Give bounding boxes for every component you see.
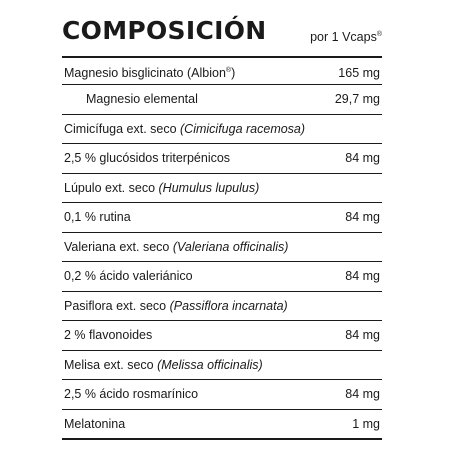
ingredient-amount: 165 mg (338, 66, 380, 80)
ingredient-label (64, 181, 259, 195)
latin-name: (Humulus lupulus) (158, 180, 260, 195)
page-title: COMPOSICIÓN (62, 16, 267, 45)
ingredient-label (64, 417, 125, 431)
table-row (62, 292, 382, 322)
ingredient-amount: 84 mg (345, 387, 380, 401)
serving-size (310, 30, 382, 44)
ingredient-label (64, 210, 131, 224)
ingredient-amount: 84 mg (345, 210, 380, 224)
table-row (62, 351, 382, 381)
ingredient-label (64, 151, 230, 165)
ingredient-label (64, 387, 198, 401)
ingredient-label (64, 328, 152, 342)
latin-name: (Valeriana officinalis) (172, 239, 289, 254)
ingredient-name: 2 % flavonoides (64, 328, 153, 342)
registered-mark: ® (225, 66, 232, 74)
latin-name: (Melissa officinalis) (157, 357, 263, 372)
ingredient-label (64, 122, 305, 136)
table-row (62, 58, 382, 85)
ingredient-label (64, 299, 288, 313)
table-row (62, 85, 382, 115)
ingredient-name: 2,5 % ácido rosmarínico (64, 387, 199, 401)
ingredient-amount: 84 mg (345, 328, 380, 342)
ingredient-name: Magnesio bisglicinato (Albion (64, 66, 226, 80)
ingredient-amount: 84 mg (345, 269, 380, 283)
ingredient-amount: 1 mg (352, 416, 380, 431)
latin-name: (Passiflora incarnata) (169, 298, 288, 313)
table-row (62, 410, 382, 441)
ingredient-name: 0,1 % rutina (64, 210, 131, 224)
ingredient-name-suffix: ) (231, 66, 236, 80)
table-row (62, 233, 382, 263)
table-row (62, 115, 382, 145)
ingredient-rows (62, 58, 382, 440)
ingredient-name: 0,2 % ácido valeriánico (64, 269, 193, 283)
ingredient-name: Pasiflora ext. seco (64, 298, 170, 313)
ingredient-name: 2,5 % glucósidos triterpénicos (64, 151, 231, 165)
ingredient-name: Valeriana ext. seco (64, 239, 173, 254)
ingredient-label (86, 92, 198, 106)
table-row (62, 203, 382, 233)
ingredient-label (64, 240, 288, 254)
composition-table (62, 10, 382, 440)
ingredient-name: Magnesio elemental (86, 92, 198, 106)
registered-mark: ® (376, 30, 382, 38)
table-row (62, 144, 382, 174)
table-row (62, 174, 382, 204)
ingredient-name: Lúpulo ext. seco (64, 180, 159, 195)
latin-name: (Cimicifuga racemosa) (180, 121, 306, 136)
table-row (62, 321, 382, 351)
table-row (62, 262, 382, 292)
ingredient-name: Cimicífuga ext. seco (64, 121, 181, 136)
ingredient-label (64, 269, 193, 283)
serving-prefix: por 1 Vcaps (310, 30, 377, 44)
table-header (62, 10, 382, 58)
ingredient-amount: 29,7 mg (334, 92, 380, 106)
ingredient-label (64, 358, 263, 372)
ingredient-label (64, 66, 235, 80)
ingredient-name: Melisa ext. seco (64, 357, 158, 372)
table-row (62, 380, 382, 410)
ingredient-name: Melatonina (64, 416, 126, 431)
ingredient-amount: 84 mg (345, 151, 380, 165)
